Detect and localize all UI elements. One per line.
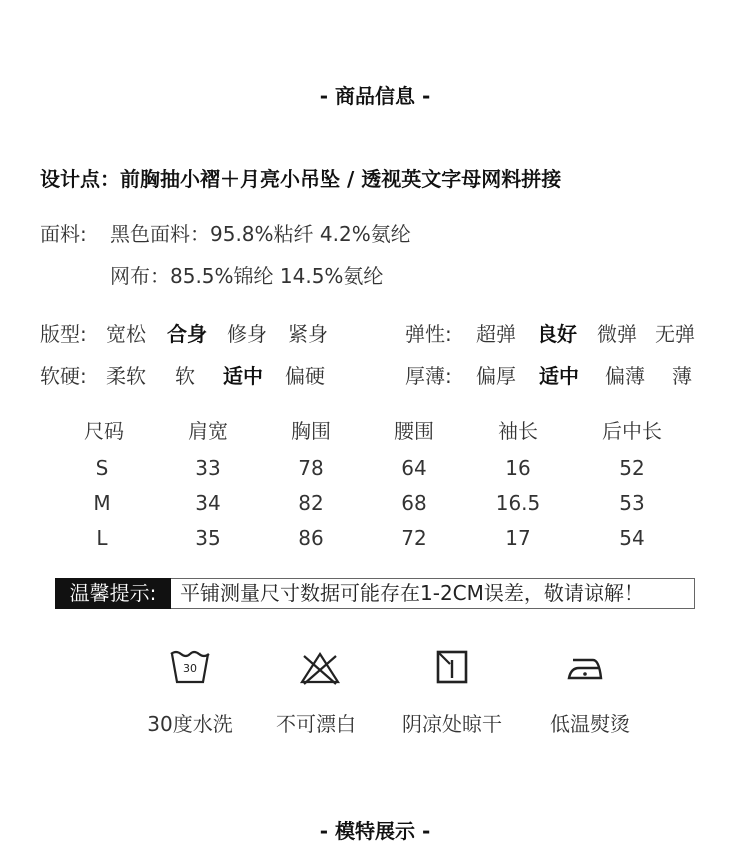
table-cell: 68	[401, 491, 427, 515]
care-label-dry: 阴凉处晾干	[402, 712, 502, 736]
thickness-option-medium: 适中	[539, 364, 579, 388]
low-iron-icon	[563, 648, 607, 688]
elasticity-option-slight: 微弹	[597, 322, 637, 346]
design-point: 设计点：前胸抽小褶＋月亮小吊坠 / 透视英文字母网料拼接	[40, 167, 562, 191]
table-header: 尺码	[84, 419, 124, 443]
thickness-label: 厚薄:	[405, 364, 452, 388]
table-cell: S	[95, 456, 109, 480]
softness-option-hard: 偏硬	[285, 364, 325, 388]
thickness-option-thick: 偏厚	[476, 364, 516, 388]
table-cell: 86	[298, 526, 324, 550]
table-cell: 33	[195, 456, 221, 480]
fit-option-regular: 合身	[167, 322, 207, 346]
elasticity-option-good: 良好	[537, 322, 577, 346]
softness-label: 软硬:	[40, 364, 87, 388]
table-cell: 78	[298, 456, 324, 480]
table-cell: L	[96, 526, 108, 550]
fit-option-slim: 修身	[227, 322, 267, 346]
table-cell: 17	[505, 526, 531, 550]
table-cell: M	[93, 491, 111, 515]
table-cell: 72	[401, 526, 427, 550]
wash-30-icon	[168, 648, 212, 688]
fit-label: 版型:	[40, 322, 87, 346]
table-cell: 16.5	[495, 491, 541, 515]
wash-temp-text: 30	[183, 662, 197, 675]
no-bleach-icon	[298, 648, 342, 688]
table-cell: 54	[619, 526, 645, 550]
fabric-line-2: 网布：85.5%锦纶 14.5%氨纶	[110, 264, 384, 288]
shade-dry-icon	[430, 648, 474, 688]
thickness-option-thin: 偏薄	[605, 364, 645, 388]
care-label-bleach: 不可漂白	[276, 712, 356, 736]
elasticity-option-super: 超弹	[476, 322, 516, 346]
table-header: 袖长	[498, 419, 538, 443]
elasticity-option-none: 无弹	[655, 322, 695, 346]
fit-option-tight: 紧身	[288, 322, 328, 346]
section-title: - 商品信息 -	[319, 84, 431, 108]
fabric-label: 面料:	[40, 222, 87, 246]
softness-option-soft: 柔软	[106, 364, 146, 388]
table-header: 胸围	[291, 419, 331, 443]
softness-option-soft2: 软	[175, 364, 195, 388]
table-header: 腰围	[394, 419, 434, 443]
table-cell: 16	[505, 456, 531, 480]
table-cell: 82	[298, 491, 324, 515]
table-cell: 64	[401, 456, 427, 480]
table-cell: 35	[195, 526, 221, 550]
tip-label: 温馨提示:	[55, 578, 171, 609]
table-header: 后中长	[602, 419, 662, 443]
softness-option-medium: 适中	[223, 364, 263, 388]
table-cell: 52	[619, 456, 645, 480]
fit-option-loose: 宽松	[106, 322, 146, 346]
table-header: 肩宽	[188, 419, 228, 443]
care-label-wash: 30度水洗	[147, 712, 233, 736]
table-cell: 53	[619, 491, 645, 515]
table-cell: 34	[195, 491, 221, 515]
tip-text: 平铺测量尺寸数据可能存在1-2CM误差，敬请谅解！	[180, 581, 644, 605]
model-title: - 模特展示 -	[319, 819, 431, 843]
fabric-line-1: 黑色面料：95.8%粘纤 4.2%氨纶	[110, 222, 411, 246]
care-label-iron: 低温熨烫	[550, 712, 630, 736]
thickness-option-very-thin: 薄	[672, 364, 692, 388]
elasticity-label: 弹性:	[405, 322, 452, 346]
